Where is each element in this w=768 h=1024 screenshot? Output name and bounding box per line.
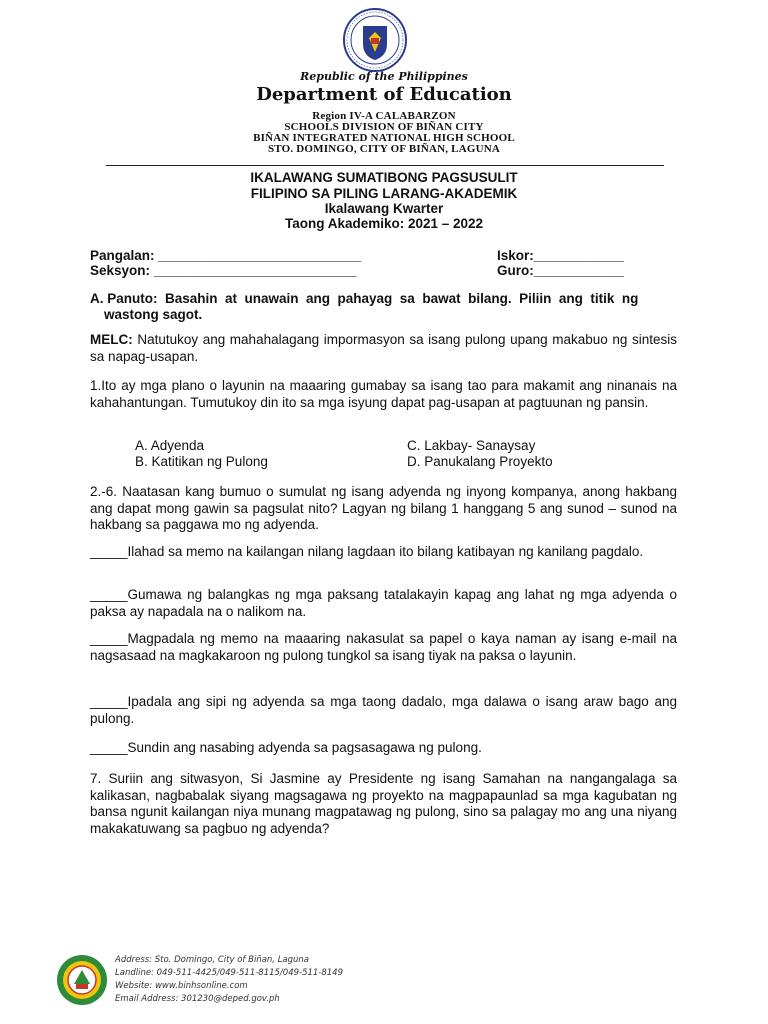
footer-website[interactable]: Website: www.binhsonline.com (115, 981, 248, 991)
step-item: _____Ilahad sa memo na kailangan nilang lagdaan ito bilang katibayan ng kanilang pagdalo. (90, 544, 644, 559)
step-item: _____Gumawa ng balangkas ng mga paksang tatalakayin kapag ang lahat ng mga adyenda o paksa ay napadala na o nalikom na. (90, 587, 677, 619)
q1-choice-c[interactable]: C. Lakbay- Sanaysay (407, 438, 536, 453)
division-line: SCHOOLS DIVISION OF BIÑAN CITY (284, 121, 484, 133)
q1-choice-d[interactable]: D. Panukalang Proyekto (407, 454, 553, 469)
melc-paragraph (90, 332, 677, 365)
instructions-line-2: wastong sagot. (104, 307, 203, 322)
step-item: _____Sundin ang nasabing adyenda sa pagsasagawa ng pulong. (90, 740, 482, 755)
question-1: 1.Ito ay mga plano o layunin na maaaring gumabay sa isang tao para makamit ang ninanais na kahahantungan. Tumutukoy din ito sa mga isyung dapat pag-usapan at pagtuunan ng pansin. (90, 378, 677, 410)
subject-title: FILIPINO SA PILING LARANG-AKADEMIK (250, 186, 518, 201)
school-logo-icon (56, 954, 108, 1006)
school-line: BIÑAN INTEGRATED NATIONAL HIGH SCHOOL (253, 132, 515, 144)
footer-email[interactable]: Email Address: 301230@deped.gov.ph (115, 994, 280, 1004)
instructions-line-1: A. Panuto: Basahin at unawain ang pahayag sa bawat bilang. Piliin ang titik ng (90, 291, 639, 306)
question-2-6: 2.-6. Naatasan kang bumuo o sumulat ng isang adyenda ng inyong kompanya, anong hakbang ang dapat mong gawin sa pagsulat nito? Lagyan ng bilang 1 hanggang 5 ang sunod – sunod na hakbang sa paggawa mo ng adyenda. (90, 484, 677, 532)
pangalan-field[interactable]: Pangalan: ___________________________ (90, 248, 361, 263)
deped-seal-icon (343, 8, 407, 72)
guro-field[interactable]: Guro:____________ (497, 263, 624, 278)
melc-text: Natutukoy ang mahahalagang impormasyon sa isang pulong upang makabuo ng sintesis sa napag-usapan. (90, 332, 677, 364)
seksyon-field[interactable]: Seksyon: ___________________________ (90, 263, 357, 278)
republic-line: Republic of the Philippines (300, 70, 468, 83)
step-item: _____Ipadala ang sipi ng adyenda sa mga taong dadalo, mga dalawa o isang araw bago ang pulong. (90, 694, 677, 726)
melc-label: MELC: (90, 332, 133, 347)
department-line: Department of Education (256, 84, 512, 105)
q1-choice-b[interactable]: B. Katitikan ng Pulong (135, 454, 268, 469)
header-divider (106, 165, 664, 166)
school-year-title: Taong Akademiko: 2021 – 2022 (284, 216, 484, 231)
iskor-field[interactable]: Iskor:____________ (497, 248, 624, 263)
footer-address: Address: Sto. Domingo, City of Biñan, Laguna (115, 955, 310, 965)
quarter-title: Ikalawang Kwarter (324, 201, 444, 216)
question-7: 7. Suriin ang sitwasyon, Si Jasmine ay Presidente ng isang Samahan na nangangalaga sa kalikasan, nagbabalak siyang magsagawa ng proyekto na magpapaunlad sa mga kagubatan ng bansa ngunit kailangan niya munang magpatawag ng pulong, sino sa palagay mo ang una niyang makakatuwang sa pagbuo ng adyenda? (90, 771, 677, 836)
school-address-line: STO. DOMINGO, CITY OF BIÑAN, LAGUNA (267, 143, 501, 155)
q1-choice-a[interactable]: A. Adyenda (135, 438, 205, 453)
region-line: Region IV-A CALABARZON (312, 110, 456, 122)
step-item: _____Magpadala ng memo na maaaring nakasulat sa papel o kaya naman ay isang e-mail na nagsasaad na magkakaroon ng pulong tungkol sa isang tiyak na paksa o layunin. (90, 631, 677, 663)
footer-landline: Landline: 049-511-4425/049-511-8115/049-511-8149 (115, 968, 344, 978)
exam-title: IKALAWANG SUMATIBONG PAGSUSULIT (250, 170, 518, 185)
